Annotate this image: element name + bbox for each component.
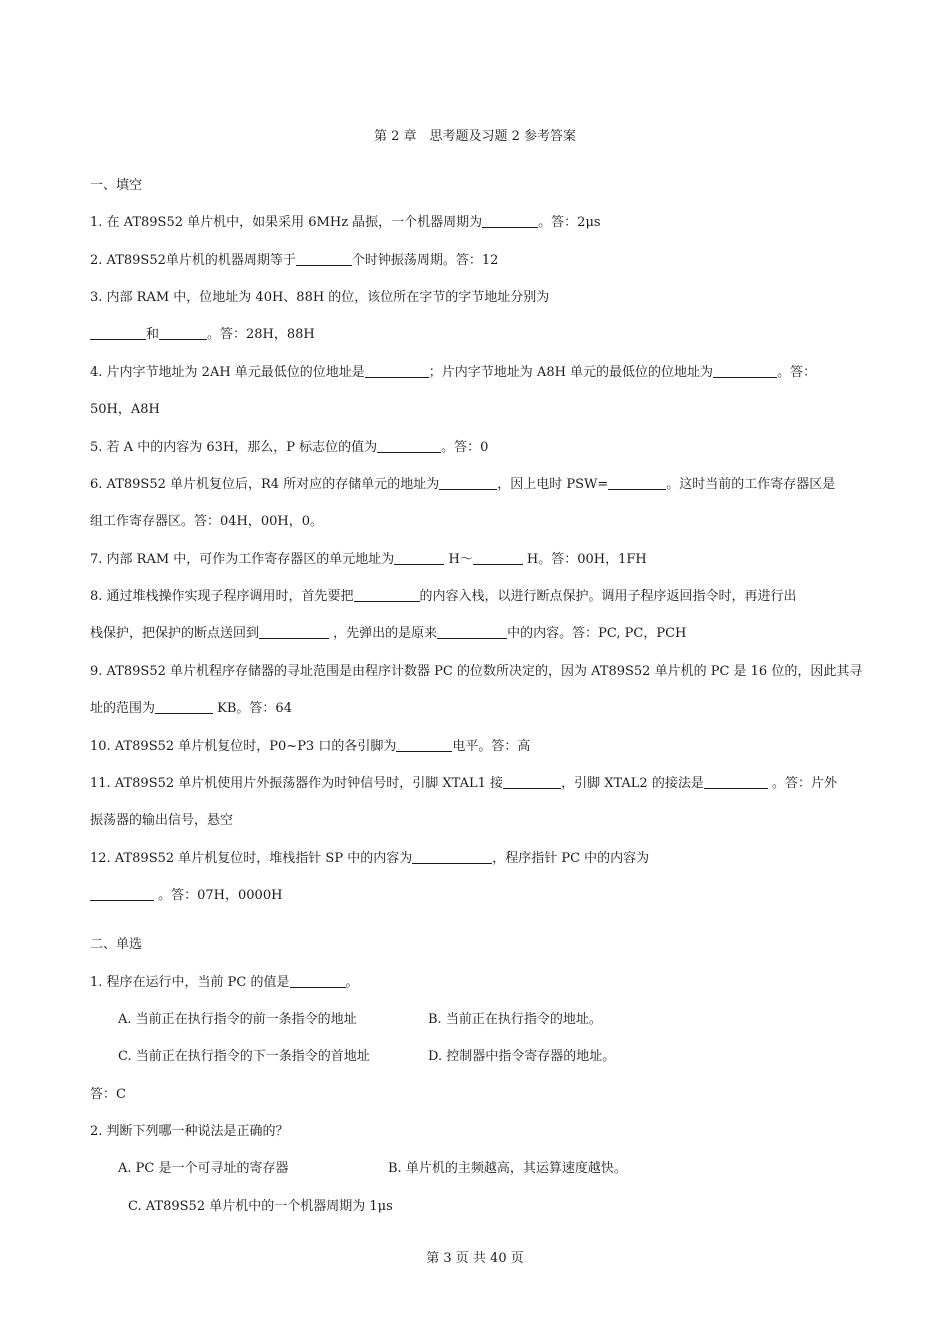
answer-blank	[482, 213, 538, 228]
question-text: 栈保护，把保护的断点送回到	[90, 626, 260, 641]
question-text: 1. 在 AT89S52 单片机中，如果采用 6MHz 晶振，一个机器周期为	[90, 215, 483, 230]
question-3: 3. 内部 RAM 中，位地址为 40H、88H 的位，该位所在字节的字节地址分别为	[90, 290, 550, 305]
question-text: 8. 通过堆栈操作实现子程序调用时，首先要把	[90, 589, 354, 604]
answer-blank	[439, 475, 497, 490]
answer-blank	[437, 624, 507, 639]
section-heading-fill-blank: 一、填空	[90, 178, 143, 193]
page-footer: 第 3 页 共 40 页	[426, 1251, 524, 1266]
answer-blank	[394, 550, 444, 565]
question-6-line-2: 组工作寄存器区。答：04H，00H，0。	[90, 514, 324, 529]
question-text: 1. 程序在运行中，当前 PC 的值是	[90, 975, 290, 990]
question-text: 5. 若 A 中的内容为 63H，那么，P 标志位的值为	[90, 440, 378, 455]
question-7	[90, 550, 862, 570]
question-9: 9. AT89S52 单片机程序存储器的寻址范围是由程序计数器 PC 的位数所决定的，因为 AT89S52 单片机的 PC 是 16 位的，因此其寻	[90, 664, 862, 679]
answer-blank	[608, 475, 666, 490]
answer-blank	[259, 624, 329, 639]
option-b: B. 单片机的主频越高，其运算速度越快。	[388, 1161, 627, 1176]
question-text: 4. 片内字节地址为 2AH 单元最低位的位地址是	[90, 365, 365, 380]
question-8	[90, 587, 862, 607]
page-title: 第 2 章 思考题及习题 2 参考答案	[373, 129, 577, 144]
question-text: 电平。答：高	[452, 739, 531, 754]
question-text: 。这时当前的工作寄存器区是	[666, 477, 836, 492]
question-12-line-2	[90, 886, 862, 906]
question-11-line-2: 振荡器的输出信号，悬空	[90, 813, 234, 828]
question-text: 中的内容。答：PC, PC，PCH	[507, 626, 687, 641]
answer-blank	[90, 325, 146, 340]
answer-blank	[473, 550, 523, 565]
option-d: D. 控制器中指令寄存器的地址。	[428, 1049, 616, 1064]
question-text: ，因上电时 PSW=	[497, 477, 609, 492]
question-4	[90, 363, 862, 383]
question-text: H。答：00H，1FH	[526, 552, 647, 567]
question-1	[90, 213, 862, 233]
option-a: A. 当前正在执行指令的前一条指令的地址	[118, 1012, 357, 1027]
question-12	[90, 849, 862, 869]
question-text: KB。答：64	[217, 701, 292, 716]
answer-blank	[159, 325, 207, 340]
answer-blank	[377, 438, 441, 453]
question-text: 12. AT89S52 单片机复位时，堆栈指针 SP 中的内容为	[90, 851, 413, 866]
question-text: 。答：	[777, 365, 817, 380]
answer-text: 答：C	[90, 1087, 126, 1102]
option-a: A. PC 是一个可寻址的寄存器	[118, 1161, 289, 1176]
answer-blank	[354, 587, 420, 602]
question-text: 10. AT89S52 单片机复位时，P0~P3 口的各引脚为	[90, 739, 397, 754]
question-2	[90, 251, 862, 271]
question-9-line-2	[90, 699, 862, 719]
question-text: 6. AT89S52 单片机复位后，R4 所对应的存储单元的地址为	[90, 477, 440, 492]
question-text: 2. AT89S52单片机的机器周期等于	[90, 253, 296, 268]
question-text: 个时钟振荡周期。答：12	[351, 253, 499, 268]
question-text: 的内容入栈，以进行断点保护。调用子程序返回指令时，再进行出	[419, 589, 797, 604]
option-b: B. 当前正在执行指令的地址。	[428, 1012, 602, 1027]
answer-blank	[503, 774, 561, 789]
answer-blank	[704, 774, 768, 789]
question-text: 。答：片外	[771, 776, 837, 791]
answer-blank	[155, 699, 213, 714]
question-11	[90, 774, 862, 794]
section-heading-single-choice: 二、单选	[90, 937, 143, 952]
answer-blank	[713, 363, 777, 378]
question-5	[90, 438, 862, 458]
choice-question-2: 2. 判断下列哪一种说法是正确的？	[90, 1124, 289, 1139]
question-text: 。	[345, 975, 359, 990]
question-text: ；片内字节地址为 A8H 单元的最低位的位地址为	[428, 365, 714, 380]
question-8-line-2	[90, 624, 862, 644]
question-text: 和	[146, 327, 160, 342]
answer-blank	[296, 251, 352, 266]
question-text: ，程序指针 PC 中的内容为	[492, 851, 650, 866]
choice-question-1	[90, 973, 862, 993]
question-text: 11. AT89S52 单片机使用片外振荡器作为时钟信号时，引脚 XTAL1 接	[90, 776, 504, 791]
answer-blank	[90, 886, 154, 901]
question-10	[90, 737, 862, 757]
question-4-line-2: 50H，A8H	[90, 402, 160, 417]
question-text: 。答：07H，0000H	[158, 888, 283, 903]
question-text: 址的范围为	[90, 701, 156, 716]
question-6	[90, 475, 862, 495]
question-text: 7. 内部 RAM 中，可作为工作寄存器区的单元地址为	[90, 552, 395, 567]
question-3-line-2	[90, 325, 862, 345]
question-text: 。答：0	[441, 440, 489, 455]
answer-blank	[290, 973, 346, 988]
option-c: C. AT89S52 单片机中的一个机器周期为 1μs	[128, 1199, 393, 1214]
question-text: 。答：2μs	[538, 215, 601, 230]
answer-blank	[396, 737, 452, 752]
question-text: ，先弹出的是原来	[333, 626, 438, 641]
answer-blank	[412, 849, 492, 864]
question-text: ，引脚 XTAL2 的接法是	[561, 776, 704, 791]
answer-blank	[365, 363, 429, 378]
option-c: C. 当前正在执行指令的下一条指令的首地址	[118, 1049, 370, 1064]
question-text: H～	[448, 552, 473, 567]
question-text: 。答：28H，88H	[207, 327, 315, 342]
